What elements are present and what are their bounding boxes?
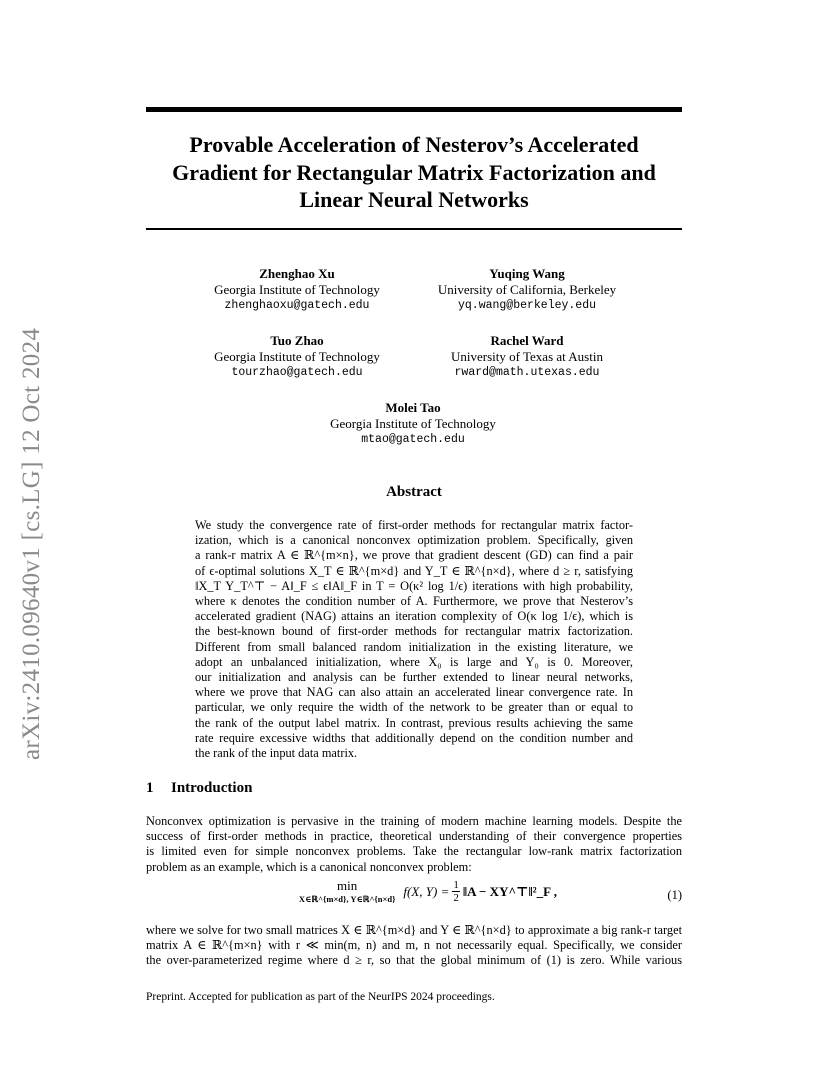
preprint-footnote: Preprint. Accepted for publication as part of the NeurIPS 2024 proceedings. (146, 991, 495, 1003)
body-line: success of first-order methods in practice, theoretical understanding of their convergence properties (146, 829, 682, 844)
abstract-line: ‖X_T Y_T^⊤ − A‖_F ≤ ϵ‖A‖_F in T = O(κ² log 1/ϵ) iterations with high probability, (195, 578, 633, 593)
abstract-line: accelerated gradient (NAG) attains an iteration complexity of O(κ log 1/ϵ), which is (195, 609, 633, 624)
section-number: 1 (146, 780, 154, 796)
author-email[interactable]: rward@math.utexas.edu (454, 366, 600, 379)
abstract-line: We study the convergence rate of first-order methods for rectangular matrix factor- (195, 518, 633, 532)
equation-1 (146, 878, 682, 914)
title-bottom-rule (146, 228, 682, 230)
abstract-line: of ϵ-optimal solutions X_T ∈ ℝ^{m×d} and Y_T ∈ ℝ^{n×d}, where d ≥ r, satisfying (195, 563, 633, 578)
author-block (420, 266, 634, 314)
author-name: Yuqing Wang (489, 266, 565, 281)
abstract-line: particular, we only require the width of the network to be greater than or equal to (195, 700, 633, 715)
equation-lhs: f(X, Y) = (403, 883, 450, 899)
abstract-line: where κ denotes the condition number of A. Furthermore, we prove that Nesterov’s (195, 594, 633, 609)
one-half-fraction (452, 879, 460, 904)
abstract-line: Different from small balanced random initialization in the existing literature, we (195, 639, 633, 654)
author-email[interactable]: zhenghaoxu@gatech.edu (224, 299, 370, 312)
abstract-line: where we prove that NAG can also attain an accelerated linear convergence rate. In (195, 685, 633, 700)
author-email[interactable]: mtao@gatech.edu (361, 433, 465, 446)
body-line: Nonconvex optimization is pervasive in the training of modern machine learning models. Despite the (146, 814, 682, 828)
author-name: Rachel Ward (490, 333, 564, 348)
author-affiliation: University of California, Berkeley (437, 282, 617, 297)
abstract-line: the best-known bound of first-order methods for rectangular matrix factorization. (195, 624, 633, 639)
author-block (190, 333, 404, 381)
abstract-line: our initialization and analysis can be further extended to linear neural networks, (195, 670, 633, 685)
fraction-numerator: 1 (453, 879, 459, 891)
intro-paragraph (146, 814, 682, 875)
author-block (420, 333, 634, 381)
min-operator (299, 878, 395, 905)
paper-title (146, 131, 682, 214)
author-email[interactable]: tourzhao@gatech.edu (231, 366, 363, 379)
equation-number: (1) (667, 888, 682, 902)
abstract-line: ization, which is a canonical nonconvex optimization problem. Specifically, given (195, 533, 633, 548)
author-email[interactable]: yq.wang@berkeley.edu (457, 299, 597, 312)
author-block (190, 266, 404, 314)
author-name: Tuo Zhao (270, 333, 324, 348)
author-affiliation: Georgia Institute of Technology (214, 349, 380, 364)
abstract-heading: Abstract (386, 484, 442, 500)
abstract-body (195, 518, 633, 761)
section-title: Introduction (171, 780, 253, 796)
abstract-line: the rank of the input data matrix. (195, 746, 358, 761)
title-line: Provable Acceleration of Nesterov’s Accelerated (189, 132, 639, 157)
equation-formula (299, 878, 557, 905)
author-block (306, 400, 520, 448)
arxiv-stamp: arXiv:2410.09640v1 [cs.LG] 12 Oct 2024 (18, 327, 45, 760)
body-line: is limited even for simple nonconvex problems. Take the rectangular low-rank matrix factorization (146, 844, 682, 859)
author-name: Molei Tao (385, 400, 441, 415)
fraction-denominator: 2 (453, 892, 459, 904)
title-line: Gradient for Rectangular Matrix Factorization and (172, 159, 656, 185)
body-line: where we solve for two small matrices X ∈ ℝ^{m×d} and Y ∈ ℝ^{n×d} to approximate a big rank-r target (146, 923, 682, 937)
author-affiliation: University of Texas at Austin (451, 349, 603, 364)
section-heading (146, 780, 252, 797)
author-name: Zhenghao Xu (259, 266, 335, 281)
author-affiliation: Georgia Institute of Technology (330, 416, 496, 431)
abstract-line: rate require excessive widths that additionally depend on the condition number and (195, 730, 633, 745)
abstract-line: the rank of the output label matrix. In contrast, previous results achieving the same (195, 715, 633, 730)
body-line: matrix A ∈ ℝ^{m×n} with r ≪ min(m, n) and m, n not necessarily equal. Specifically, we consider (146, 938, 682, 953)
abstract-line: adopt an unbalanced initialization, where X₀ is large and Y₀ is 0. Moreover, (195, 654, 633, 669)
after-equation-paragraph (146, 923, 682, 969)
min-word: min (337, 878, 358, 893)
author-affiliation: Georgia Institute of Technology (214, 282, 380, 297)
body-line: the over-parameterized regime where d ≥ r, so that the global minimum of (1) is zero. While various (146, 953, 682, 968)
title-top-rule (146, 107, 682, 112)
title-line: Linear Neural Networks (299, 187, 529, 212)
equation-rhs: ‖A − XY^⊤‖²_F , (462, 883, 558, 899)
abstract-line: a rank-r matrix A ∈ ℝ^{m×n}, we prove that gradient descent (GD) can find a pair (195, 548, 633, 563)
min-subscript: X∈ℝ^{m×d}, Y∈ℝ^{n×d} (298, 894, 396, 904)
body-line: problem as an example, which is a canonical nonconvex problem: (146, 859, 472, 874)
